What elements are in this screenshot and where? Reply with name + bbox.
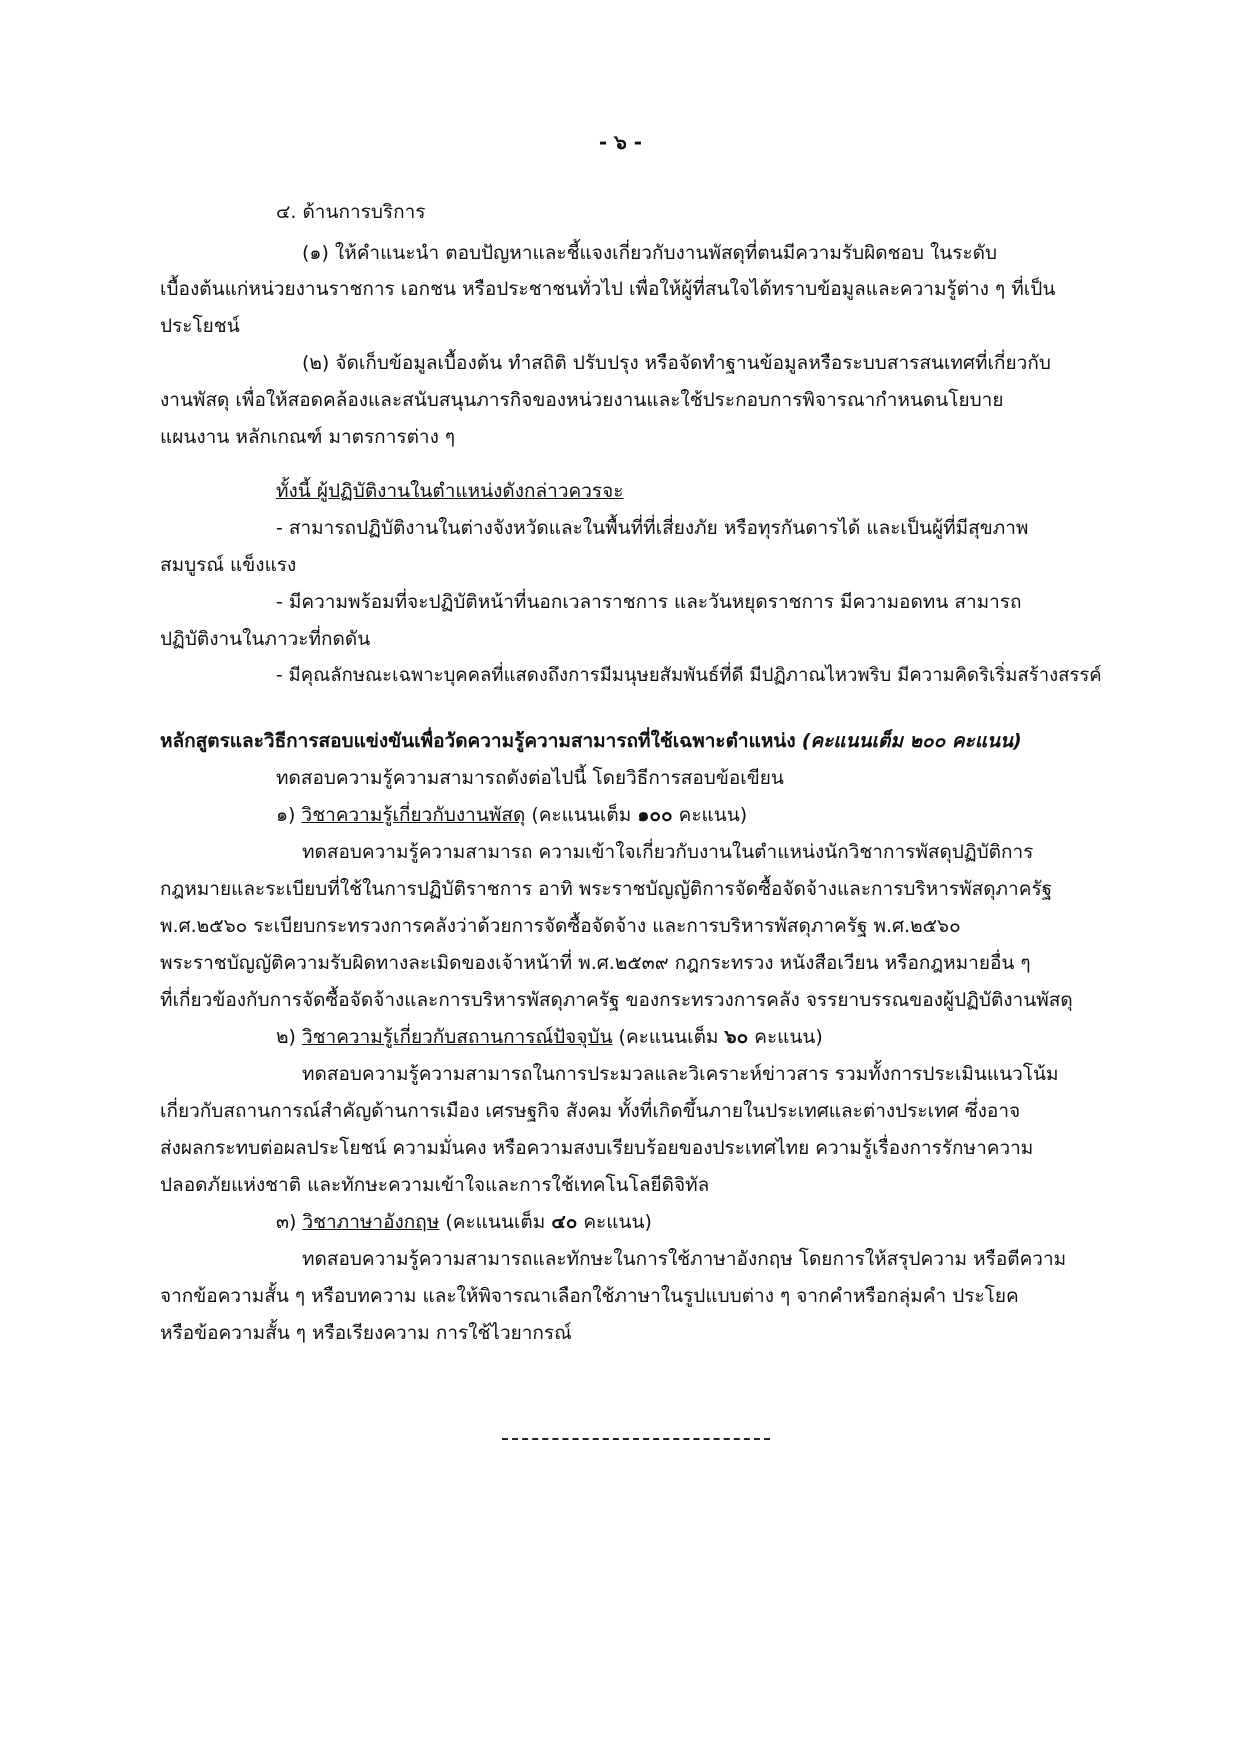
- paragraph-line: เกี่ยวกับสถานการณ์สำคัญด้านการเมือง เศรษฐกิจ สังคม ทั้งที่เกิดขึ้นภายในประเทศและต่างประเทศ ซึ่งอาจ: [160, 1100, 1021, 1122]
- subject-number: ๓): [276, 1211, 297, 1233]
- paragraph-line: (๒) จัดเก็บข้อมูลเบื้องต้น ทำสถิติ ปรับปรุง หรือจัดทำฐานข้อมูลหรือระบบสารสนเทศที่เกี่ยวกับ: [302, 352, 1051, 374]
- score-value: ๖๐: [724, 1026, 749, 1048]
- score-prefix: (คะแนนเต็ม: [531, 804, 632, 826]
- subject-heading: [276, 800, 747, 830]
- paragraph-line: แผนงาน หลักเกณฑ์ มาตรการต่าง ๆ: [160, 426, 456, 448]
- subject-title: วิชาความรู้เกี่ยวกับงานพัสดุ: [301, 804, 526, 826]
- exam-heading-score: (คะแนนเต็ม ๒๐๐ คะแนน): [801, 730, 1022, 752]
- bullet-line: - มีความพร้อมที่จะปฏิบัติหน้าที่นอกเวลาราชการ และวันหยุดราชการ มีความอดทน สามารถ: [276, 591, 1022, 613]
- score-prefix: (คะแนนเต็ม: [618, 1026, 719, 1048]
- subject-heading: [276, 1022, 823, 1052]
- paragraph-line: ทดสอบความรู้ความสามารถและทักษะในการใช้ภาษาอังกฤษ โดยการให้สรุปความ หรือตีความ: [302, 1248, 1067, 1270]
- score-value: ๑๐๐: [637, 804, 673, 826]
- paragraph-line: พ.ศ.๒๕๖๐ ระเบียบกระทรวงการคลังว่าด้วยการจัดซื้อจัดจ้าง และการบริหารพัสดุภาครัฐ พ.ศ.๒๕๖๐: [160, 915, 961, 937]
- bullet-line: - สามารถปฏิบัติงานในต่างจังหวัดและในพื้นที่ที่เสี่ยงภัย หรือทุรกันดารได้ และเป็นผู้ที่มีสุขภาพ: [276, 517, 1029, 539]
- bullet-line: ปฏิบัติงานในภาวะที่กดดัน: [160, 628, 371, 650]
- paragraph-line: ส่งผลกระทบต่อผลประโยชน์ ความมั่นคง หรือความสงบเรียบร้อยของประเทศไทย ความรู้เรื่องการรักษาความ: [160, 1137, 1034, 1159]
- qualifications-heading: ทั้งนี้ ผู้ปฏิบัติงานในตำแหน่งดังกล่าวควรจะ: [276, 480, 624, 502]
- paragraph-line: ประโยชน์: [160, 315, 240, 337]
- bullet-line: - มีคุณลักษณะเฉพาะบุคคลที่แสดงถึงการมีมนุษยสัมพันธ์ที่ดี มีปฏิภาณไหวพริบ มีความคิดริเริ่มสร้างสรรค์: [276, 665, 1102, 686]
- exam-heading-text: หลักสูตรและวิธีการสอบแข่งขันเพื่อวัดความรู้ความสามารถที่ใช้เฉพาะตำแหน่ง: [160, 730, 796, 752]
- score-suffix: คะแนน): [754, 1026, 823, 1048]
- score-suffix: คะแนน): [678, 804, 748, 826]
- paragraph-line: หรือข้อความสั้น ๆ หรือเรียงความ การใช้ไวยากรณ์: [160, 1322, 572, 1344]
- paragraph-line: จากข้อความสั้น ๆ หรือบทความ และให้พิจารณาเลือกใช้ภาษาในรูปแบบต่าง ๆ จากคำหรือกลุ่มคำ ประโยค: [160, 1285, 1019, 1307]
- subject-heading: [276, 1207, 652, 1237]
- subject-number: ๑): [276, 804, 296, 826]
- paragraph-line: (๑) ให้คำแนะนำ ตอบปัญหาและชี้แจงเกี่ยวกับงานพัสดุที่ตนมีความรับผิดชอบ ในระดับ: [302, 242, 998, 264]
- page-number: - ๖ -: [598, 130, 643, 154]
- exam-heading: [160, 726, 1022, 756]
- paragraph-line: กฎหมายและระเบียบที่ใช้ในการปฏิบัติราชการ อาทิ พระราชบัญญัติการจัดซื้อจัดจ้างและการบริหารพัสดุภาครัฐ: [160, 878, 1053, 900]
- score-value: ๔๐: [551, 1211, 578, 1233]
- score-prefix: (คะแนนเต็ม: [445, 1211, 546, 1233]
- paragraph-line: ปลอดภัยแห่งชาติ และทักษะความเข้าใจและการใช้เทคโนโลยีดิจิทัล: [160, 1174, 710, 1196]
- paragraph-line: งานพัสดุ เพื่อให้สอดคล้องและสนับสนุนภารกิจของหน่วยงานและใช้ประกอบการพิจารณากำหนดนโยบาย: [160, 389, 1004, 411]
- exam-intro: ทดสอบความรู้ความสามารถดังต่อไปนี้ โดยวิธีการสอบข้อเขียน: [276, 767, 784, 789]
- score-suffix: คะแนน): [583, 1211, 652, 1233]
- paragraph-line: เบื้องต้นแก่หน่วยงานราชการ เอกชน หรือประชาชนทั่วไป เพื่อให้ผู้ที่สนใจได้ทราบข้อมูลและความรู้ต่าง ๆ ที่เป็น: [160, 278, 1056, 300]
- paragraph-line: ทดสอบความรู้ความสามารถในการประมวลและวิเคราะห์ข่าวสาร รวมทั้งการประเมินแนวโน้ม: [302, 1063, 1059, 1085]
- paragraph-line: ทดสอบความรู้ความสามารถ ความเข้าใจเกี่ยวกับงานในตำแหน่งนักวิชาการพัสดุปฏิบัติการ: [302, 841, 1034, 863]
- paragraph-line: พระราชบัญญัติความรับผิดทางละเมิดของเจ้าหน้าที่ พ.ศ.๒๕๓๙ กฎกระทรวง หนังสือเวียน หรือกฎหมายอื่น ๆ: [160, 952, 1031, 974]
- paragraph-line: ที่เกี่ยวข้องกับการจัดซื้อจัดจ้างและการบริหารพัสดุภาครัฐ ของกระทรวงการคลัง จรรยาบรรณของผู้ปฏิบัติงานพัสดุ: [160, 989, 1073, 1011]
- subject-number: ๒): [276, 1026, 296, 1048]
- bullet-line: สมบูรณ์ แข็งแรง: [160, 554, 297, 576]
- subject-title: วิชาภาษาอังกฤษ: [302, 1211, 440, 1233]
- section-heading: ๔. ด้านการบริการ: [276, 201, 426, 223]
- end-divider: [502, 1438, 770, 1440]
- subject-title: วิชาความรู้เกี่ยวกับสถานการณ์ปัจจุบัน: [301, 1026, 613, 1048]
